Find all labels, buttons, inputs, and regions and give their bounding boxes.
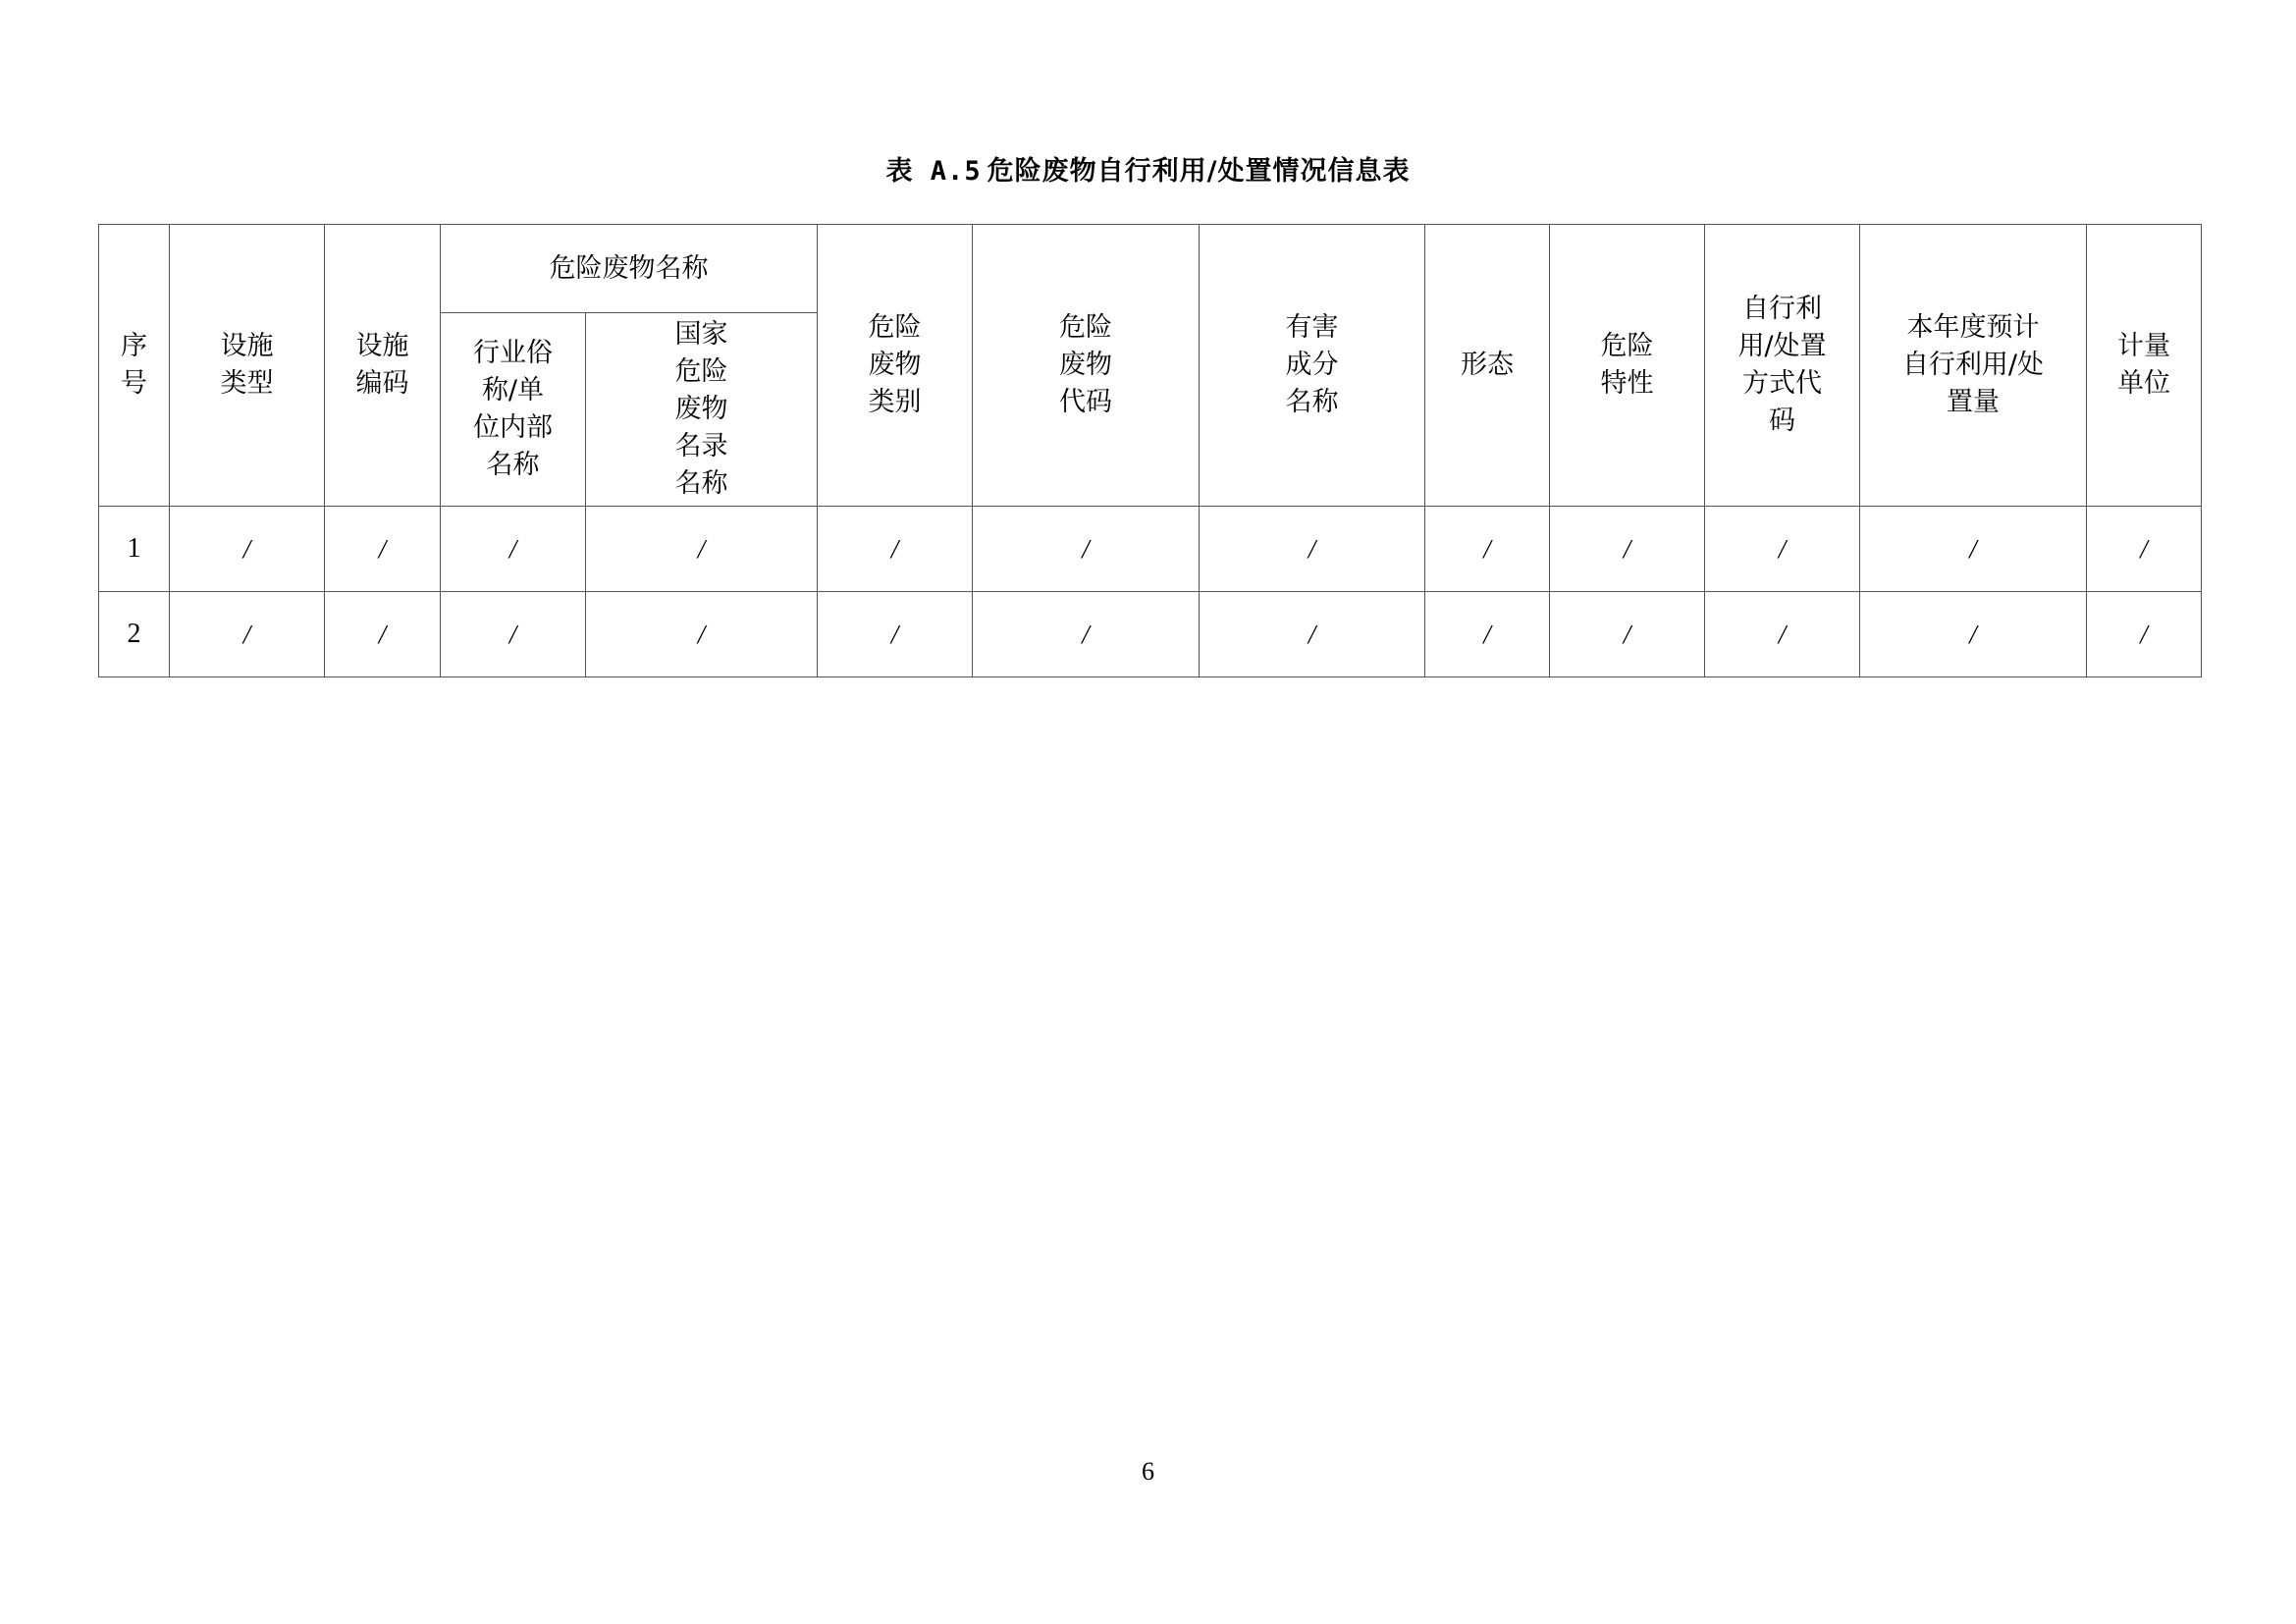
table-cell: /: [325, 507, 441, 592]
row-seq: 1: [99, 507, 170, 592]
table-cell: /: [1200, 592, 1425, 677]
header-hazard: 危险 特性: [1550, 225, 1705, 507]
header-industry-name: 行业俗 称/单 位内部 名称: [441, 313, 586, 507]
table-cell: /: [1860, 592, 2087, 677]
table-cell: /: [973, 592, 1200, 677]
table-cell: /: [2087, 592, 2202, 677]
table-cell: /: [818, 592, 973, 677]
page-title: [0, 149, 2296, 188]
header-form: 形态: [1425, 225, 1550, 507]
header-harmful-components: 有害 成分 名称: [1200, 225, 1425, 507]
header-annual-amount: 本年度预计 自行利用/处 置量: [1860, 225, 2087, 507]
header-national-list-name: 国家 危险 废物 名录 名称: [586, 313, 818, 507]
table-cell: /: [1200, 507, 1425, 592]
table-cell: /: [1425, 592, 1550, 677]
table-cell: /: [1860, 507, 2087, 592]
table-cell: /: [2087, 507, 2202, 592]
table-number: 表 A.5: [885, 156, 982, 187]
page-number: 6: [1142, 1457, 1154, 1486]
header-facility-type: 设施 类型: [170, 225, 325, 507]
table-cell: /: [325, 592, 441, 677]
table-cell: /: [1705, 592, 1860, 677]
header-seq: 序 号: [99, 225, 170, 507]
table-cell: /: [1550, 592, 1705, 677]
table-title-text: 危险废物自行利用/处置情况信息表: [987, 156, 1411, 187]
table-cell: /: [441, 507, 586, 592]
table-cell: /: [170, 507, 325, 592]
table-cell: /: [586, 507, 818, 592]
table-cell: /: [170, 592, 325, 677]
row-seq: 2: [99, 592, 170, 677]
table-cell: /: [441, 592, 586, 677]
table-row: [99, 507, 2202, 592]
table-cell: /: [1550, 507, 1705, 592]
table-cell: /: [586, 592, 818, 677]
table-row: [99, 592, 2202, 677]
table-cell: /: [818, 507, 973, 592]
hazardous-waste-table: [98, 224, 2202, 677]
table-cell: /: [1705, 507, 1860, 592]
header-method-code: 自行利 用/处置 方式代 码: [1705, 225, 1860, 507]
header-code: 危险 废物 代码: [973, 225, 1200, 507]
header-facility-code: 设施 编码: [325, 225, 441, 507]
header-waste-name-group: 危险废物名称: [441, 225, 818, 313]
table-cell: /: [1425, 507, 1550, 592]
header-category: 危险 废物 类别: [818, 225, 973, 507]
table-cell: /: [973, 507, 1200, 592]
header-unit: 计量 单位: [2087, 225, 2202, 507]
